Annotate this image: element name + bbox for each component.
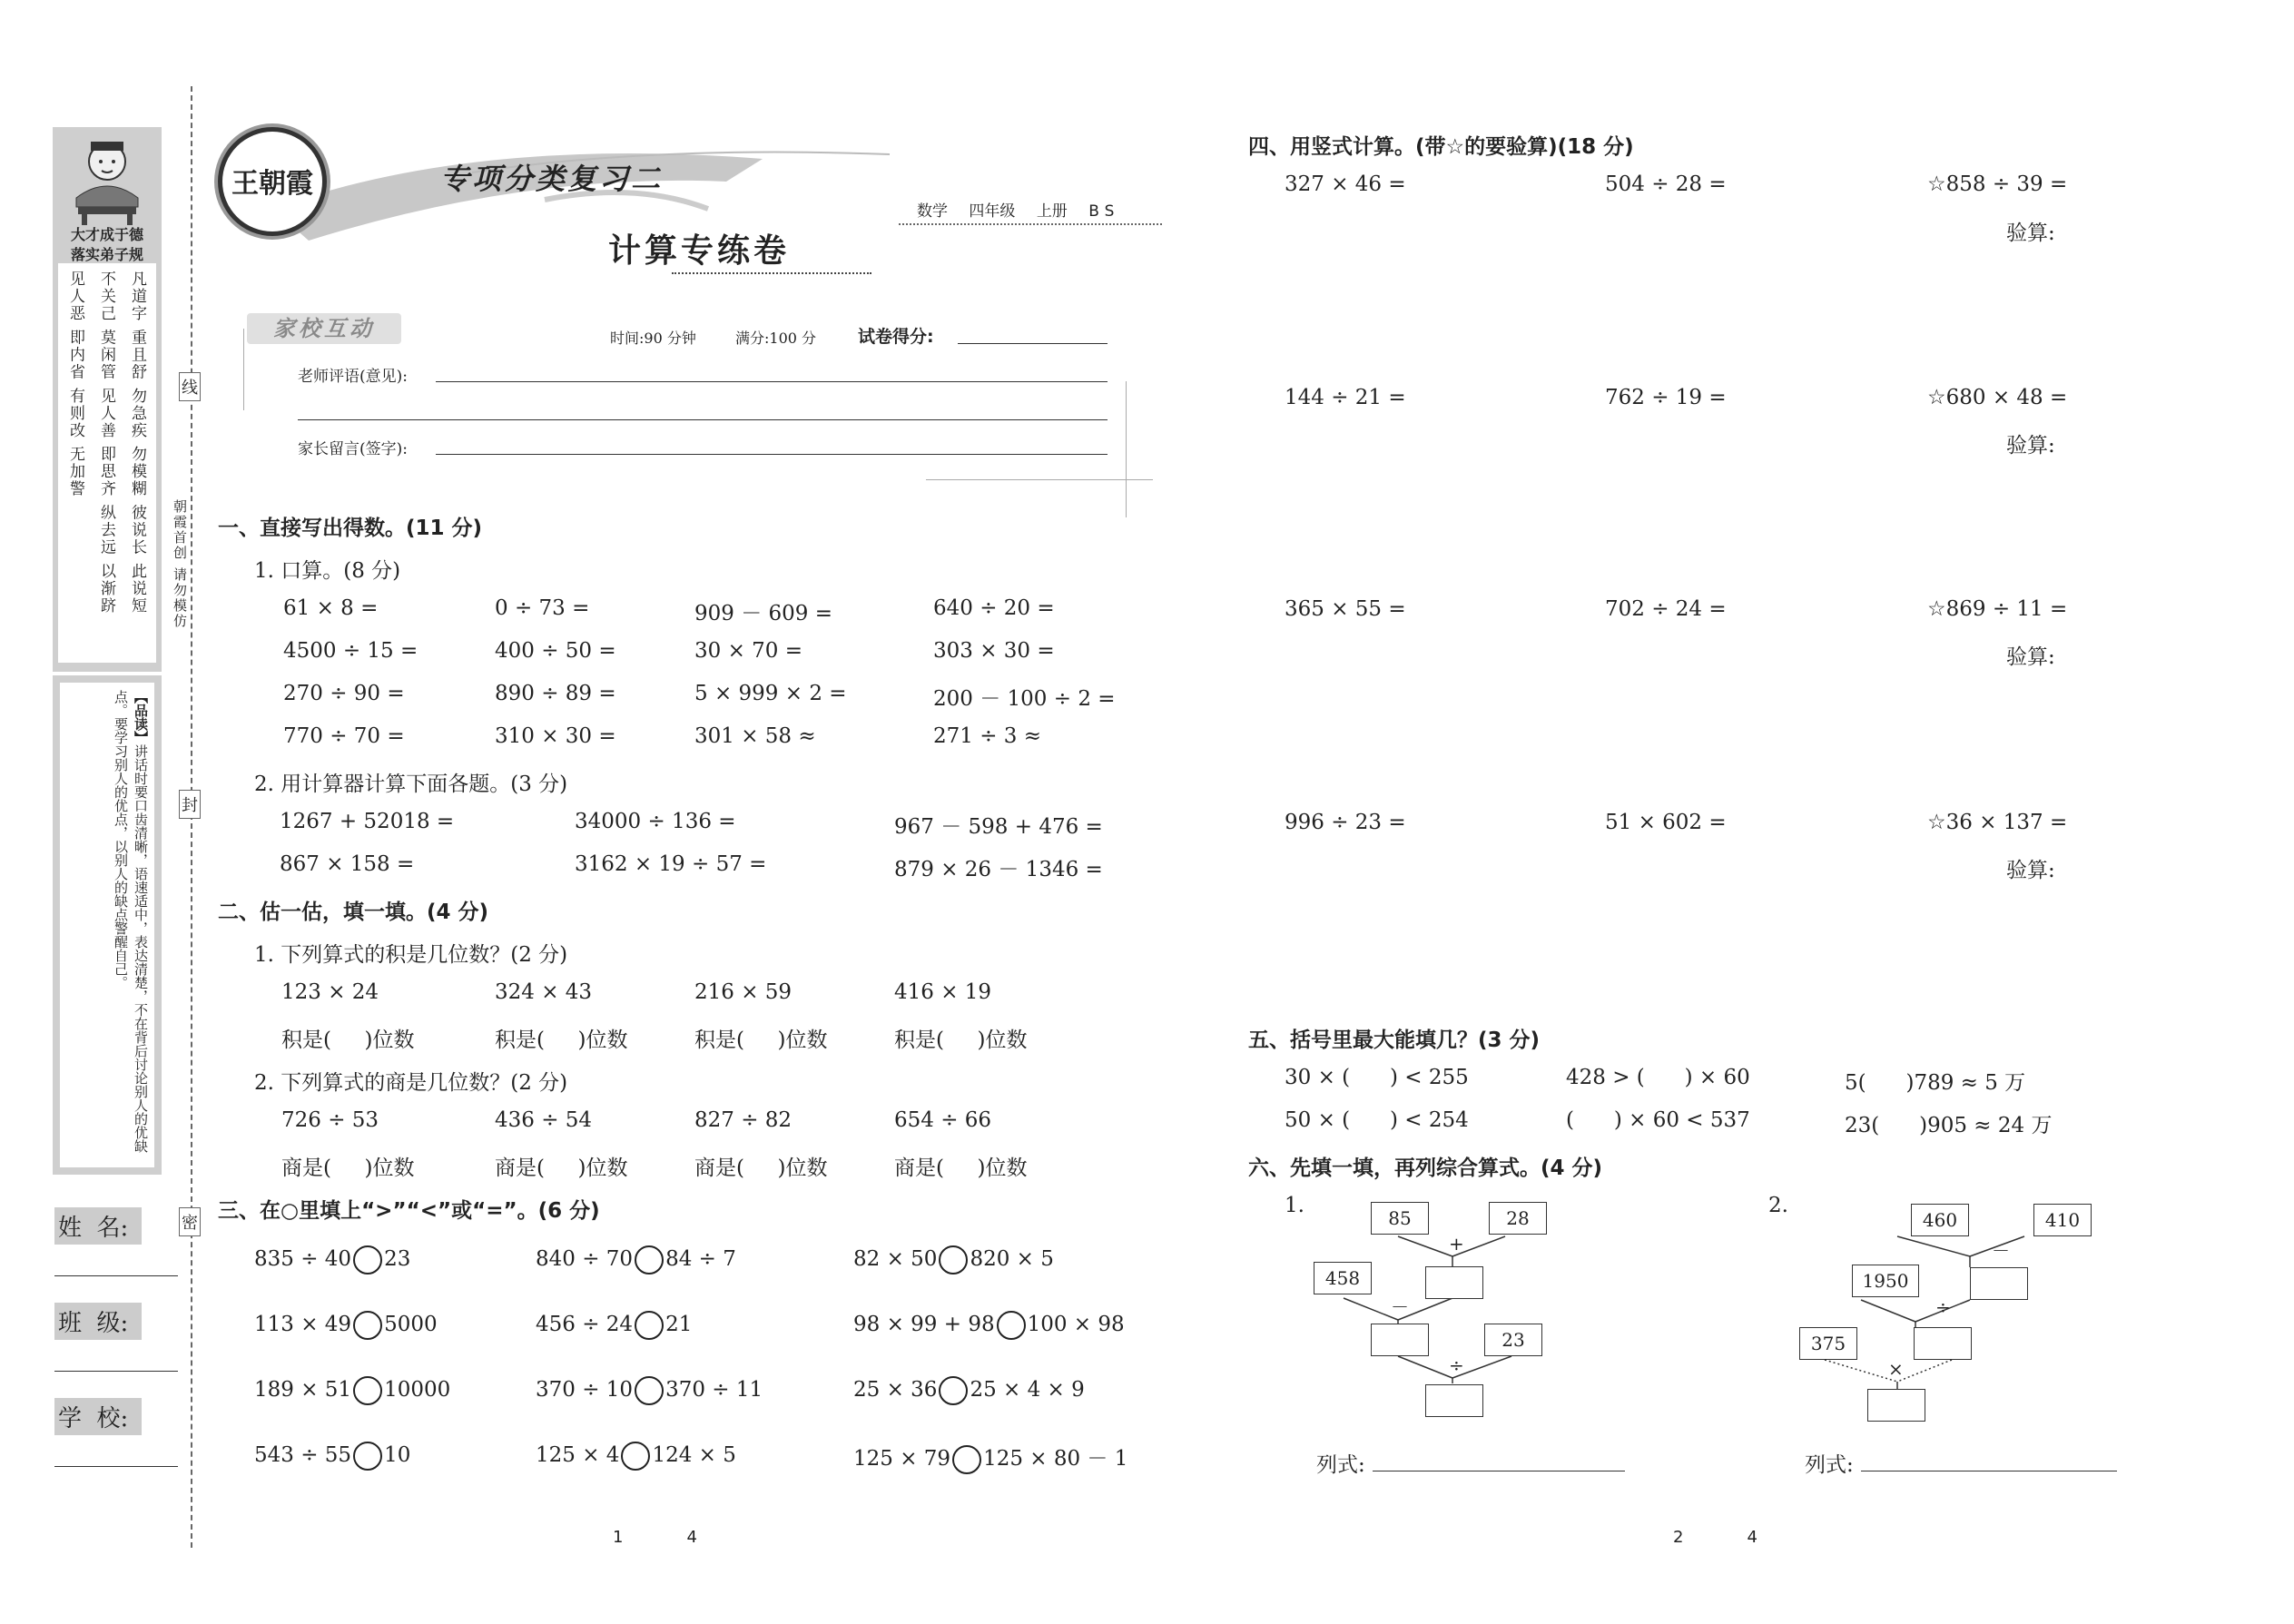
- diagram-1-op1: +: [1449, 1233, 1464, 1255]
- oral-item: 640 ÷ 20 =: [933, 596, 1055, 620]
- poem-column: 不关己 莫闲管 见人善 即思齐 纵去远 以渐跻: [97, 271, 115, 615]
- poem-column: 凡道字 重且舒 勿急疾 勿模糊 彼说长 此说短: [128, 271, 146, 615]
- oral-item: 61 × 8 =: [283, 596, 379, 620]
- home-school-badge: 家校互动: [247, 313, 401, 344]
- oral-item: 310 × 30 =: [495, 724, 616, 748]
- oral-item: 5 × 999 × 2 =: [694, 682, 847, 705]
- column-calc-item: 327 × 46 =: [1285, 172, 1406, 196]
- compare-circle[interactable]: [635, 1376, 664, 1405]
- digit-fill[interactable]: 积是( )位数: [495, 1029, 628, 1052]
- diagram-1-op3: ÷: [1449, 1354, 1464, 1376]
- name-field[interactable]: [54, 1207, 182, 1276]
- oral-item: 0 ÷ 73 =: [495, 596, 590, 620]
- compare-circle[interactable]: [939, 1376, 968, 1405]
- diagram-1-box-c: 458: [1314, 1262, 1372, 1294]
- diagram-2-answer-box[interactable]: [1914, 1327, 1972, 1360]
- meta-dotted-line: [899, 223, 1162, 225]
- diagram-1-box-b: 28: [1489, 1202, 1547, 1235]
- section-6-title: 六、先填一填，再列综合算式。(4 分): [1248, 1156, 1603, 1180]
- calc-item: 867 × 158 =: [280, 852, 415, 876]
- calc-item: 1267 + 52018 =: [280, 810, 455, 833]
- reading-text: 【品读】讲话时要口齿清晰，语速适中，表达清楚，不在背后讨论别人的优缺点。要学习别人的优点，以别人的缺点警醒自己。: [113, 690, 149, 1153]
- score-input[interactable]: [958, 343, 1108, 344]
- compare-item: 113 × 49 5000: [254, 1311, 438, 1340]
- max-fill-item[interactable]: 50 × ( ) < 254: [1285, 1108, 1469, 1132]
- binding-notice: 朝霞首创 请勿模仿: [172, 499, 188, 629]
- diagram-2-answer-box[interactable]: [1867, 1389, 1925, 1422]
- motto-panel: [53, 127, 162, 672]
- section-1-title: 一、直接写出得数。(11 分): [218, 517, 483, 540]
- oral-item: 301 × 58 ≈: [694, 724, 816, 748]
- column-calc-item: 144 ÷ 21 =: [1285, 386, 1406, 409]
- column-calc-item: 996 ÷ 23 =: [1285, 811, 1406, 834]
- panel-decor-line: [926, 479, 1153, 480]
- column-calc-item: 51 × 602 =: [1605, 811, 1727, 834]
- section-5-title: 五、括号里最大能填几？(3 分): [1248, 1029, 1541, 1052]
- binding-mark: 密: [179, 1207, 201, 1236]
- oral-item: 271 ÷ 3 ≈: [933, 724, 1042, 748]
- binding-mark: 封: [179, 790, 201, 819]
- class-field[interactable]: [54, 1303, 182, 1372]
- calc-item: 879 × 26 － 1346 =: [894, 858, 1103, 881]
- compare-item: 456 ÷ 24 21: [536, 1311, 692, 1340]
- diagram-1-op2: －: [1391, 1296, 1409, 1318]
- compare-item: 370 ÷ 10 370 ÷ 11: [536, 1376, 763, 1405]
- parent-label: 家长留言(签字):: [298, 440, 408, 458]
- diagram-1-formula-label: 列式:: [1316, 1453, 1365, 1477]
- compare-item: 82 × 50 820 × 5: [853, 1245, 1054, 1275]
- compare-item: 98 × 99 + 98 100 × 98: [853, 1311, 1125, 1340]
- oral-item: 4500 ÷ 15 =: [283, 639, 418, 663]
- column-calc-item: ☆36 × 137 =: [1927, 811, 2068, 834]
- compare-item: 25 × 36 25 × 4 × 9: [853, 1376, 1085, 1405]
- diagram-2-box-a: 460: [1911, 1204, 1969, 1236]
- oral-item: 270 ÷ 90 =: [283, 682, 405, 705]
- digit-fill[interactable]: 商是( )位数: [694, 1156, 828, 1180]
- estimate-expr: 654 ÷ 66: [894, 1108, 992, 1132]
- diagram-2-op3: ×: [1888, 1358, 1904, 1380]
- panel-decor-line: [243, 329, 244, 410]
- digit-fill[interactable]: 积是( )位数: [694, 1029, 828, 1052]
- max-fill-item[interactable]: 30 × ( ) < 255: [1285, 1066, 1469, 1089]
- estimate-expr: 436 ÷ 54: [495, 1108, 593, 1132]
- section-4-title: 四、用竖式计算。(带☆的要验算)(18 分): [1248, 135, 1634, 159]
- diagram-2-op2: ÷: [1935, 1296, 1951, 1318]
- compare-item: 125 × 79 125 × 80 － 1: [853, 1442, 1127, 1474]
- digit-fill[interactable]: 商是( )位数: [894, 1156, 1028, 1180]
- reading-label: 【品读】: [133, 690, 149, 744]
- teacher-comment-line[interactable]: [298, 419, 1108, 420]
- school-line[interactable]: [54, 1435, 178, 1467]
- max-fill-item[interactable]: 23( )905 ≈ 24 万: [1845, 1114, 2053, 1137]
- binding-mark: 线: [179, 372, 201, 401]
- oral-item: 200 － 100 ÷ 2 =: [933, 687, 1116, 711]
- diagram-1-box-d: 23: [1484, 1324, 1542, 1356]
- score-label: 试卷得分:: [858, 327, 934, 347]
- page-number-left: 1 4: [613, 1528, 697, 1547]
- compare-item: 840 ÷ 70 84 ÷ 7: [536, 1245, 736, 1275]
- logo-badge: [218, 127, 327, 236]
- teacher-label: 老师评语(意见):: [298, 368, 408, 386]
- panel-decor-line: [1126, 381, 1127, 517]
- column-calc-item: 365 × 55 =: [1285, 597, 1406, 621]
- estimate-expr: 726 ÷ 53: [281, 1108, 379, 1132]
- digit-fill[interactable]: 商是( )位数: [281, 1156, 415, 1180]
- oral-item: 909 － 609 =: [694, 602, 833, 625]
- diagram-2-box-c: 1950: [1852, 1265, 1919, 1297]
- diagram-2-box-d: 375: [1799, 1327, 1857, 1360]
- compare-circle[interactable]: [353, 1376, 382, 1405]
- oral-item: 770 ÷ 70 =: [283, 724, 405, 748]
- motto-poem: [58, 263, 156, 663]
- diagram-1-box-a: 85: [1371, 1202, 1429, 1235]
- estimate-expr: 216 × 59: [694, 980, 793, 1004]
- compare-circle[interactable]: [353, 1311, 382, 1340]
- estimate-expr: 827 ÷ 82: [694, 1108, 793, 1132]
- diagram-2-answer-box[interactable]: [1970, 1267, 2028, 1300]
- oral-item: 303 × 30 =: [933, 639, 1055, 663]
- diagram-2-formula-label: 列式:: [1805, 1453, 1854, 1477]
- compare-circle[interactable]: [939, 1245, 968, 1275]
- s2-sub2: 2. 下列算式的商是几位数？(2 分): [254, 1071, 568, 1095]
- oral-item: 400 ÷ 50 =: [495, 639, 616, 663]
- compare-circle[interactable]: [635, 1311, 664, 1340]
- banner-title: 专项分类复习二: [440, 162, 664, 196]
- school-field[interactable]: [54, 1398, 182, 1467]
- s1-sub2: 2. 用计算器计算下面各题。(3 分): [254, 773, 568, 796]
- teacher-comment-line[interactable]: [436, 381, 1108, 382]
- diagram-2-op1: －: [1992, 1240, 2010, 1262]
- school-label: 学 校:: [54, 1398, 142, 1435]
- scholar-mascot-icon: [73, 134, 142, 225]
- compare-item: 543 ÷ 55 10: [254, 1442, 410, 1471]
- compare-circle[interactable]: [353, 1245, 382, 1275]
- page-number-right: 2 4: [1673, 1528, 1757, 1547]
- s1-sub1: 1. 口算。(8 分): [254, 559, 401, 583]
- compare-item: 125 × 4 124 × 5: [536, 1442, 736, 1471]
- oral-item: 890 ÷ 89 =: [495, 682, 616, 705]
- diagram-1-answer-box[interactable]: [1425, 1384, 1483, 1417]
- estimate-expr: 123 × 24: [281, 980, 379, 1004]
- sidebar: [53, 127, 162, 1171]
- diagram-2-box-b: 410: [2033, 1204, 2092, 1236]
- estimate-expr: 324 × 43: [495, 980, 593, 1004]
- oral-item: 30 × 70 =: [694, 639, 803, 663]
- calc-item: 34000 ÷ 136 =: [575, 810, 736, 833]
- check-label: 验算:: [2006, 859, 2055, 882]
- max-fill-item[interactable]: 428 > ( ) × 60: [1566, 1066, 1750, 1089]
- section-2-title: 二、估一估，填一填。(4 分): [218, 901, 489, 924]
- meta-line: 数学 四年级 上册 BS: [917, 202, 1120, 221]
- check-label: 验算:: [2006, 221, 2055, 245]
- digit-fill[interactable]: 商是( )位数: [495, 1156, 628, 1180]
- column-calc-item: 702 ÷ 24 =: [1605, 597, 1727, 621]
- digit-fill[interactable]: 积是( )位数: [894, 1029, 1028, 1052]
- compare-item: 835 ÷ 40 23: [254, 1245, 410, 1275]
- name-label: 姓 名:: [54, 1207, 142, 1245]
- poem-column: 见人恶 即内省 有则改 无加警: [66, 271, 84, 498]
- time-label: 时间:90 分钟: [610, 330, 696, 347]
- column-calc-item: ☆858 ÷ 39 =: [1927, 172, 2068, 196]
- digit-fill[interactable]: 积是( )位数: [281, 1029, 415, 1052]
- calc-item: 967 － 598 + 476 =: [894, 815, 1103, 839]
- estimate-expr: 416 × 19: [894, 980, 992, 1004]
- column-calc-item: 504 ÷ 28 =: [1605, 172, 1727, 196]
- compare-circle[interactable]: [353, 1442, 382, 1471]
- diagram-1-number: 1.: [1285, 1194, 1305, 1217]
- compare-circle[interactable]: [635, 1245, 664, 1275]
- column-calc-item: 762 ÷ 19 =: [1605, 386, 1727, 409]
- compare-item: 189 × 51 10000: [254, 1376, 450, 1405]
- diagram-1-answer-box[interactable]: [1425, 1266, 1483, 1299]
- compare-circle[interactable]: [997, 1311, 1026, 1340]
- max-fill-item[interactable]: 5( )789 ≈ 5 万: [1845, 1071, 2026, 1095]
- s2-sub1: 1. 下列算式的积是几位数？(2 分): [254, 943, 568, 967]
- full-score-label: 满分:100 分: [735, 330, 817, 347]
- diagram-1-answer-box[interactable]: [1371, 1324, 1429, 1356]
- name-line[interactable]: [54, 1245, 178, 1276]
- column-calc-item: ☆869 ÷ 11 =: [1927, 597, 2068, 621]
- max-fill-item[interactable]: ( ) × 60 < 537: [1566, 1108, 1750, 1132]
- calc-item: 3162 × 19 ÷ 57 =: [575, 852, 767, 876]
- logo-text: 王朝霞: [231, 168, 313, 200]
- check-label: 验算:: [2006, 434, 2055, 458]
- motto-title: 大才成于德 落实弟子规: [70, 226, 143, 263]
- reading-panel: [53, 675, 162, 1175]
- class-label: 班 级:: [54, 1303, 142, 1340]
- section-3-title: 三、在○里填上“>”“<”或“=”。(6 分): [218, 1199, 600, 1223]
- title-underline: [672, 272, 871, 274]
- class-line[interactable]: [54, 1340, 178, 1372]
- compare-circle[interactable]: [621, 1442, 650, 1471]
- parent-comment-line[interactable]: [436, 454, 1108, 455]
- compare-circle[interactable]: [952, 1445, 981, 1474]
- column-calc-item: ☆680 × 48 =: [1927, 386, 2068, 409]
- diagram-2-number: 2.: [1768, 1194, 1788, 1217]
- check-label: 验算:: [2006, 645, 2055, 669]
- page-title: 计算专练卷: [608, 231, 791, 270]
